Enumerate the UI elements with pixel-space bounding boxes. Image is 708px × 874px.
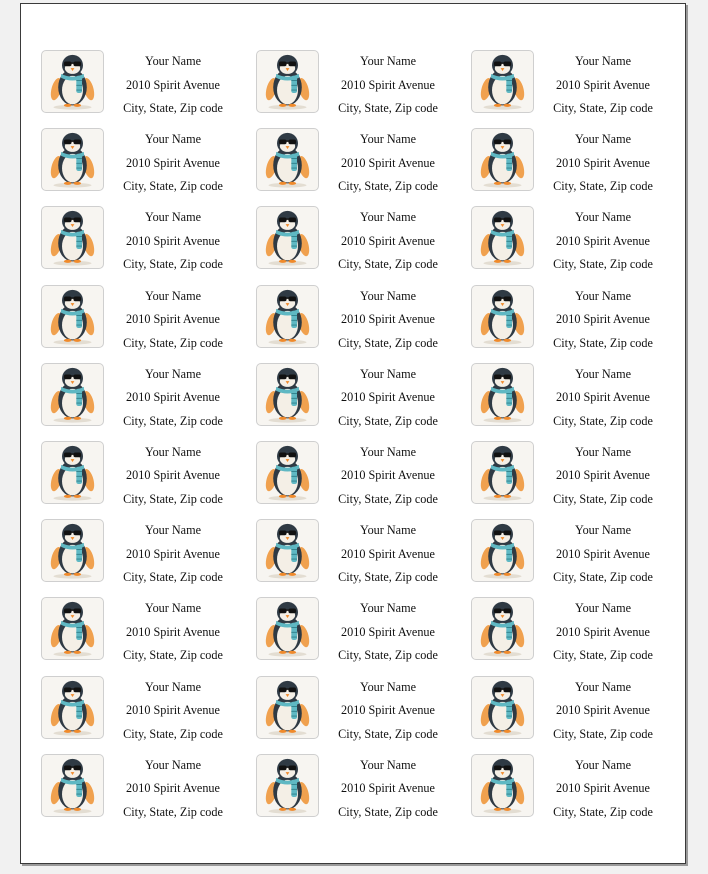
label-street: 2010 Spirit Avenue <box>341 546 435 561</box>
address-text <box>319 517 457 590</box>
penguin-icon <box>256 676 319 739</box>
label-city: City, State, Zip code <box>338 335 438 350</box>
address-text <box>104 439 242 512</box>
label-street: 2010 Spirit Avenue <box>556 468 650 483</box>
label-city: City, State, Zip code <box>123 648 223 663</box>
penguin-icon <box>41 50 104 113</box>
address-text <box>534 361 672 434</box>
label-street: 2010 Spirit Avenue <box>341 624 435 639</box>
address-label[interactable] <box>256 517 471 595</box>
address-label[interactable] <box>471 361 686 439</box>
label-city: City, State, Zip code <box>553 726 653 741</box>
penguin-icon <box>256 50 319 113</box>
penguin-icon <box>471 441 534 504</box>
address-text <box>104 595 242 668</box>
penguin-icon <box>41 676 104 739</box>
address-text <box>319 595 457 668</box>
label-city: City, State, Zip code <box>338 726 438 741</box>
label-street: 2010 Spirit Avenue <box>126 233 220 248</box>
address-text <box>104 204 242 277</box>
label-city: City, State, Zip code <box>338 413 438 428</box>
address-label[interactable] <box>471 204 686 282</box>
label-street: 2010 Spirit Avenue <box>126 77 220 92</box>
penguin-icon <box>41 363 104 426</box>
label-city: City, State, Zip code <box>123 101 223 115</box>
label-street: 2010 Spirit Avenue <box>126 155 220 170</box>
address-text <box>319 439 457 512</box>
label-street: 2010 Spirit Avenue <box>126 703 220 717</box>
label-street: 2010 Spirit Avenue <box>126 390 220 405</box>
label-street: 2010 Spirit Avenue <box>126 312 220 327</box>
address-text <box>534 517 672 590</box>
penguin-icon <box>41 597 104 660</box>
address-text <box>534 595 672 668</box>
label-grid <box>41 48 686 830</box>
address-label[interactable] <box>256 752 471 830</box>
label-street: 2010 Spirit Avenue <box>341 77 435 92</box>
penguin-icon <box>41 128 104 191</box>
label-city: City, State, Zip code <box>123 726 223 741</box>
label-city: City, State, Zip code <box>338 179 438 194</box>
address-text <box>319 283 457 356</box>
label-street: 2010 Spirit Avenue <box>341 312 435 327</box>
label-city: City, State, Zip code <box>553 648 653 663</box>
label-street: 2010 Spirit Avenue <box>556 703 650 717</box>
address-text <box>104 126 242 199</box>
label-city: City, State, Zip code <box>338 101 438 115</box>
penguin-icon <box>256 285 319 348</box>
label-name: Your Name <box>575 366 631 381</box>
label-name: Your Name <box>360 757 416 772</box>
label-street: 2010 Spirit Avenue <box>341 468 435 483</box>
address-text <box>319 752 457 825</box>
label-name: Your Name <box>360 210 416 225</box>
label-city: City, State, Zip code <box>338 804 438 819</box>
penguin-icon <box>256 754 319 817</box>
address-text <box>319 48 457 121</box>
penguin-icon <box>256 441 319 504</box>
address-text <box>104 517 242 590</box>
penguin-icon <box>471 754 534 817</box>
label-street: 2010 Spirit Avenue <box>126 468 220 483</box>
address-label[interactable] <box>41 439 256 517</box>
address-label[interactable] <box>41 126 256 204</box>
label-name: Your Name <box>145 601 201 616</box>
address-label[interactable] <box>256 126 471 204</box>
label-name: Your Name <box>360 132 416 147</box>
penguin-icon <box>471 50 534 113</box>
label-street: 2010 Spirit Avenue <box>556 390 650 405</box>
address-text <box>534 48 672 121</box>
address-label[interactable] <box>471 283 686 361</box>
label-street: 2010 Spirit Avenue <box>341 781 435 796</box>
address-text <box>104 283 242 356</box>
penguin-icon <box>471 206 534 269</box>
address-text <box>319 126 457 199</box>
address-text <box>104 674 242 747</box>
address-text <box>534 752 672 825</box>
label-city: City, State, Zip code <box>338 648 438 663</box>
penguin-icon <box>256 128 319 191</box>
address-text <box>104 752 242 825</box>
label-name: Your Name <box>360 444 416 459</box>
label-name: Your Name <box>145 132 201 147</box>
label-name: Your Name <box>575 523 631 538</box>
label-street: 2010 Spirit Avenue <box>556 546 650 561</box>
label-name: Your Name <box>575 679 631 694</box>
penguin-icon <box>471 285 534 348</box>
label-street: 2010 Spirit Avenue <box>556 233 650 248</box>
label-name: Your Name <box>145 210 201 225</box>
label-name: Your Name <box>575 601 631 616</box>
address-text <box>104 48 242 121</box>
address-label[interactable] <box>256 283 471 361</box>
address-label[interactable] <box>41 595 256 673</box>
address-label[interactable] <box>41 283 256 361</box>
penguin-icon <box>471 676 534 739</box>
penguin-icon <box>41 441 104 504</box>
label-name: Your Name <box>575 288 631 303</box>
label-name: Your Name <box>575 54 631 68</box>
label-street: 2010 Spirit Avenue <box>341 390 435 405</box>
label-street: 2010 Spirit Avenue <box>341 155 435 170</box>
address-label[interactable] <box>256 361 471 439</box>
label-city: City, State, Zip code <box>123 570 223 585</box>
penguin-icon <box>256 206 319 269</box>
label-name: Your Name <box>145 523 201 538</box>
address-text <box>534 204 672 277</box>
address-label[interactable] <box>41 361 256 439</box>
label-street: 2010 Spirit Avenue <box>126 781 220 796</box>
label-name: Your Name <box>360 288 416 303</box>
label-city: City, State, Zip code <box>338 570 438 585</box>
label-name: Your Name <box>360 601 416 616</box>
address-text <box>319 674 457 747</box>
address-label[interactable] <box>41 674 256 752</box>
label-name: Your Name <box>145 444 201 459</box>
address-text <box>534 126 672 199</box>
label-city: City, State, Zip code <box>553 570 653 585</box>
penguin-icon <box>256 597 319 660</box>
label-city: City, State, Zip code <box>123 257 223 272</box>
label-name: Your Name <box>145 54 201 68</box>
address-label[interactable] <box>256 439 471 517</box>
penguin-icon <box>471 597 534 660</box>
label-city: City, State, Zip code <box>123 179 223 194</box>
label-city: City, State, Zip code <box>553 413 653 428</box>
penguin-icon <box>41 206 104 269</box>
address-label[interactable] <box>471 595 686 673</box>
label-name: Your Name <box>575 132 631 147</box>
label-street: 2010 Spirit Avenue <box>556 77 650 92</box>
label-name: Your Name <box>575 444 631 459</box>
penguin-icon <box>256 519 319 582</box>
address-text <box>534 283 672 356</box>
label-street: 2010 Spirit Avenue <box>556 624 650 639</box>
label-street: 2010 Spirit Avenue <box>341 233 435 248</box>
label-name: Your Name <box>360 523 416 538</box>
address-label[interactable] <box>471 674 686 752</box>
label-city: City, State, Zip code <box>123 413 223 428</box>
address-label[interactable] <box>256 674 471 752</box>
address-label[interactable] <box>41 48 256 126</box>
label-city: City, State, Zip code <box>553 491 653 506</box>
address-text <box>534 439 672 512</box>
address-label[interactable] <box>256 204 471 282</box>
label-name: Your Name <box>575 757 631 772</box>
label-name: Your Name <box>145 757 201 772</box>
label-name: Your Name <box>360 366 416 381</box>
address-text <box>104 361 242 434</box>
label-city: City, State, Zip code <box>553 335 653 350</box>
label-name: Your Name <box>360 679 416 694</box>
label-name: Your Name <box>145 366 201 381</box>
label-city: City, State, Zip code <box>553 101 653 115</box>
label-street: 2010 Spirit Avenue <box>341 703 435 717</box>
address-label[interactable] <box>471 517 686 595</box>
label-city: City, State, Zip code <box>553 257 653 272</box>
address-text <box>319 204 457 277</box>
penguin-icon <box>41 519 104 582</box>
address-text <box>534 674 672 747</box>
penguin-icon <box>41 285 104 348</box>
label-street: 2010 Spirit Avenue <box>556 312 650 327</box>
label-name: Your Name <box>575 210 631 225</box>
address-label[interactable] <box>41 204 256 282</box>
address-label[interactable] <box>41 517 256 595</box>
penguin-icon <box>41 754 104 817</box>
label-city: City, State, Zip code <box>338 491 438 506</box>
label-city: City, State, Zip code <box>553 804 653 819</box>
label-name: Your Name <box>145 288 201 303</box>
address-label[interactable] <box>471 126 686 204</box>
label-street: 2010 Spirit Avenue <box>556 781 650 796</box>
address-label[interactable] <box>471 48 686 126</box>
label-city: City, State, Zip code <box>123 491 223 506</box>
penguin-icon <box>471 363 534 426</box>
label-name: Your Name <box>360 54 416 68</box>
label-sheet-page <box>20 3 686 864</box>
label-name: Your Name <box>145 679 201 694</box>
label-street: 2010 Spirit Avenue <box>556 155 650 170</box>
penguin-icon <box>256 363 319 426</box>
address-label[interactable] <box>256 595 471 673</box>
label-city: City, State, Zip code <box>338 257 438 272</box>
label-city: City, State, Zip code <box>123 804 223 819</box>
address-label[interactable] <box>41 752 256 830</box>
penguin-icon <box>471 128 534 191</box>
penguin-icon <box>471 519 534 582</box>
address-label[interactable] <box>256 48 471 126</box>
label-street: 2010 Spirit Avenue <box>126 624 220 639</box>
address-label[interactable] <box>471 752 686 830</box>
label-city: City, State, Zip code <box>553 179 653 194</box>
label-street: 2010 Spirit Avenue <box>126 546 220 561</box>
address-text <box>319 361 457 434</box>
address-label[interactable] <box>471 439 686 517</box>
label-city: City, State, Zip code <box>123 335 223 350</box>
